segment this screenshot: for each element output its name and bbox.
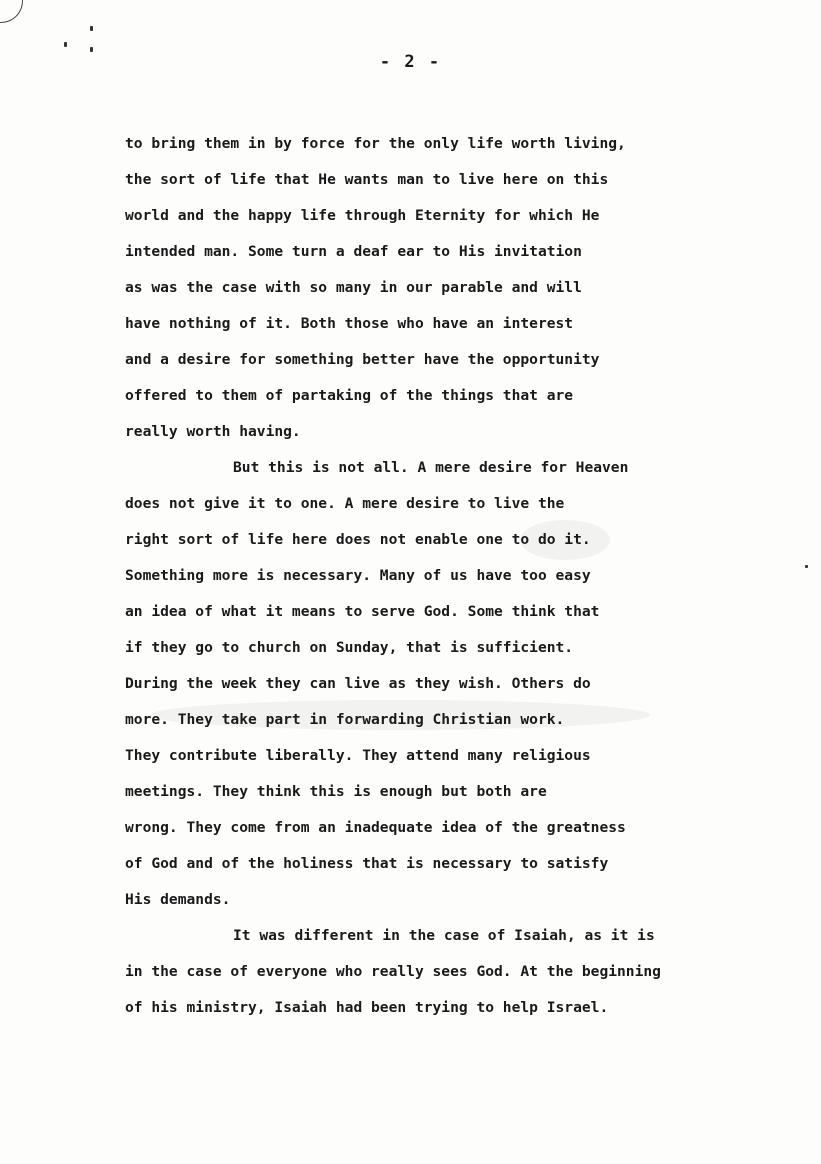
text-line: as was the case with so many in our parable and will — [125, 279, 582, 296]
text-line: in the case of everyone who really sees God. At the beginning — [125, 963, 661, 980]
text-line: meetings. They think this is enough but both are — [125, 783, 547, 800]
text-line: offered to them of partaking of the things that are — [125, 387, 574, 404]
text-line: world and the happy life through Eternity for which He — [125, 207, 600, 224]
text-line: and a desire for something better have the opportunity — [125, 351, 600, 368]
text-line: if they go to church on Sunday, that is sufficient. — [125, 639, 574, 656]
text-line: to bring them in by force for the only life worth living, — [125, 135, 626, 152]
text-line: Something more is necessary. Many of us have too easy — [125, 567, 591, 584]
text-line: have nothing of it. Both those who have an interest — [125, 315, 574, 332]
text-line: the sort of life that He wants man to live here on this — [125, 171, 609, 188]
paragraph-start-line: It was different in the case of Isaiah, as it is — [233, 927, 655, 944]
page-number: - 2 - — [379, 52, 442, 72]
paper-speck — [805, 565, 808, 568]
text-line: They contribute liberally. They attend many religious — [125, 747, 591, 764]
paper-edge-mark — [0, 0, 23, 23]
text-line: of his ministry, Isaiah had been trying to help Israel. — [125, 999, 609, 1016]
body-text — [125, 126, 805, 1026]
text-line: of God and of the holiness that is necessary to satisfy — [125, 855, 609, 872]
text-line: right sort of life here does not enable one to do it. — [125, 531, 591, 548]
text-line: His demands. — [125, 891, 231, 908]
paper-speck — [90, 26, 93, 31]
text-line: an idea of what it means to serve God. Some think that — [125, 603, 600, 620]
text-line: wrong. They come from an inadequate idea of the greatness — [125, 819, 626, 836]
text-line: really worth having. — [125, 423, 301, 440]
paragraph-start-line: But this is not all. A mere desire for Heaven — [233, 459, 629, 476]
text-line: During the week they can live as they wish. Others do — [125, 675, 591, 692]
text-line: intended man. Some turn a deaf ear to His invitation — [125, 243, 582, 260]
paper-speck — [64, 42, 67, 47]
text-line: more. They take part in forwarding Christian work. — [125, 711, 565, 728]
text-line: does not give it to one. A mere desire to live the — [125, 495, 565, 512]
